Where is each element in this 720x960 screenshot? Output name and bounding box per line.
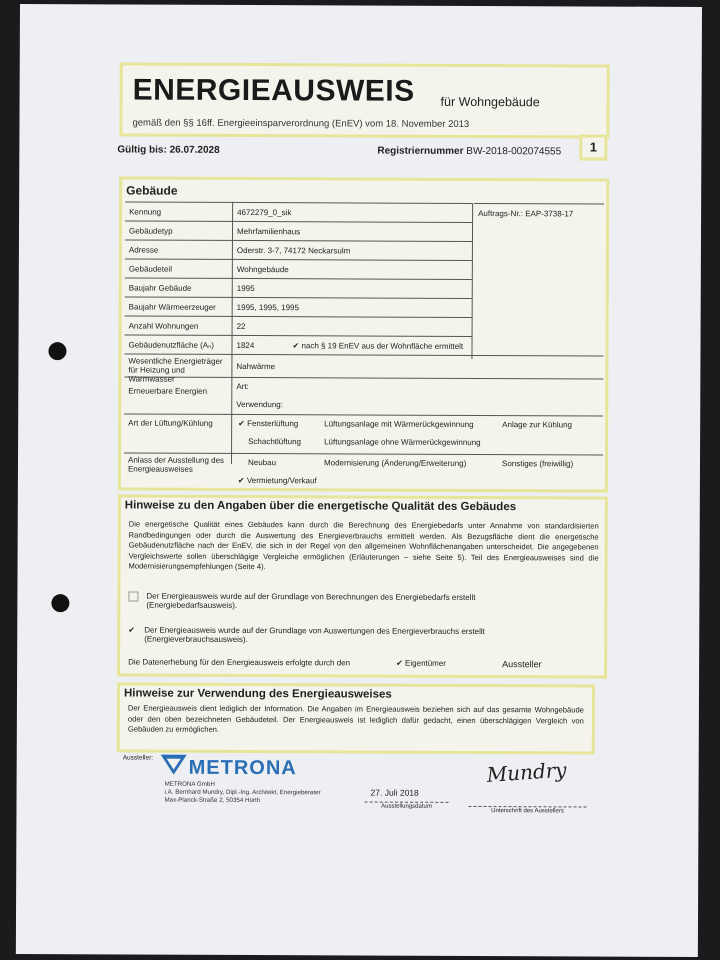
row-year-building: Baujahr Gebäude 1995	[125, 277, 472, 298]
checkmark-icon: ✔	[128, 625, 135, 635]
row-order: Auftrags-Nr.: EAP-3738-17	[474, 203, 604, 223]
regulation-text: gemäß den §§ 16ff. Energieeinsparverordnung (EnEV) vom 18. November 2013	[132, 117, 470, 130]
punch-hole	[48, 342, 66, 360]
registration: Registriernummer BW-2018-002074555	[377, 145, 562, 158]
signature-label: Unterschrift des Ausstellers	[468, 806, 586, 815]
hints-paragraph: Die energetische Qualität eines Gebäudes kann durch die Berechnung des Energiebedarfs unter Annahme von standardisierten Randbedingungen oder durch die Auswertung des Energieverbrauchs ermittelt werden. Als Bezugsfläche dient die energetische Gebäudenutzfläche nach der EnEV, die sich in der Regel von den allgemeinen Wohnflächenangaben unterscheidet. Die angegebenen Vergleichswerte sollen überschlägige Vergleiche ermöglichen (Erläuterungen – siehe Seite 5). Teil des Energieausweises sind die Modernisierungsempfehlungen (Seite 4).	[128, 519, 599, 572]
punch-hole	[51, 594, 69, 612]
usage-title: Hinweise zur Verwendung des Energieausweises	[123, 687, 392, 701]
issue-date-label: Ausstellungsdatum	[364, 802, 448, 810]
usage-text: Der Energieausweis dient lediglich der Information. Die Angaben im Energieausweis beziehen sich auf das gesamte Wohngebäude oder den oben bezeichneten Gebäudeteil. Der Energieausweis ist lediglich dafür gedacht, einen überschlägigen Vergleich von Gebäuden zu ermöglichen.	[127, 703, 584, 734]
building-section	[118, 176, 609, 492]
owner-option: ✔ Eigentümer	[396, 658, 447, 668]
valid-until: Gültig bis: 26.07.2028	[117, 144, 220, 156]
issuer-address: METRONA GmbH i.A. Bernhard Mundry, Dipl.-Ing. Architekt, Energieberater Max-Planck-Straße 2, 50354 Hürth	[164, 780, 321, 805]
hints-title: Hinweise zu den Angaben über die energetische Qualität des Gebäudes	[124, 499, 517, 514]
checkbox-empty-icon	[128, 591, 138, 601]
row-year-heater: Baujahr Wärmeerzeuger 1995, 1995, 1995	[125, 296, 472, 317]
title-suffix: für Wohngebäude	[440, 94, 540, 110]
row-type: Gebäudetyp Mehrfamilienhaus	[125, 220, 472, 241]
option-verbrauch: ✔ Der Energieausweis wurde auf der Grundlage von Auswertungen des Energieverbrauchs erstellt (Energieverbrauchsausweis).	[128, 625, 485, 645]
option-bedarf: Der Energieausweis wurde auf der Grundlage von Berechnungen des Energiebedarfs erstellt (Energiebedarfsausweis).	[128, 591, 568, 611]
row-ventilation: Art der Lüftung/Kühlung ✔ Fensterlüftung Lüftungsanlage mit Wärmerückgewinnung Anlage zur Kühlung Schachtlüftung Lüftungsanlage ohne Wärmerückgewinnung	[124, 413, 603, 454]
page-number: 1	[579, 134, 607, 160]
row-area: Gebäudenutzfläche (Aₙ) 1824 ✔ nach § 19 EnEV aus der Wohnfläche ermittelt	[124, 334, 471, 355]
section-title: Gebäude	[126, 183, 178, 198]
row-part: Gebäudeteil Wohngebäude	[125, 258, 472, 279]
energy-certificate-page	[16, 4, 702, 957]
row-kennung: Kennung 4672279_0_sik	[125, 201, 472, 222]
row-address: Adresse Oderstr. 3-7, 74172 Neckarsulm	[125, 239, 472, 260]
signature: Mundry	[485, 757, 568, 787]
quality-hints-section	[117, 494, 608, 678]
logo-text: METRONA	[188, 756, 297, 780]
page-title: ENERGIEAUSWEIS	[132, 73, 415, 108]
usage-section	[117, 682, 595, 754]
issuer-label: Aussteller:	[122, 754, 154, 762]
issuer-option: Aussteller	[502, 659, 542, 670]
row-energy: Wesentliche Energieträger für Heizung und Warmwasser Nahwärme	[124, 353, 603, 378]
metrona-logo-icon	[161, 753, 187, 775]
header-box	[119, 62, 609, 138]
row-apartments: Anzahl Wohnungen 22	[125, 315, 472, 336]
issue-date: 27. Juli 2018	[370, 787, 419, 798]
row-renewable: Erneuerbare Energien Art: Verwendung:	[124, 376, 603, 415]
data-collection-label: Die Datenerhebung für den Energieausweis erfolgte durch den	[128, 657, 351, 668]
row-reason: Anlass der Ausstellung des Energieausweises Neubau Modernisierung (Änderung/Erweiterung) Sonstiges (freiwillig) ✔ Vermietung/Verkauf	[124, 452, 603, 489]
